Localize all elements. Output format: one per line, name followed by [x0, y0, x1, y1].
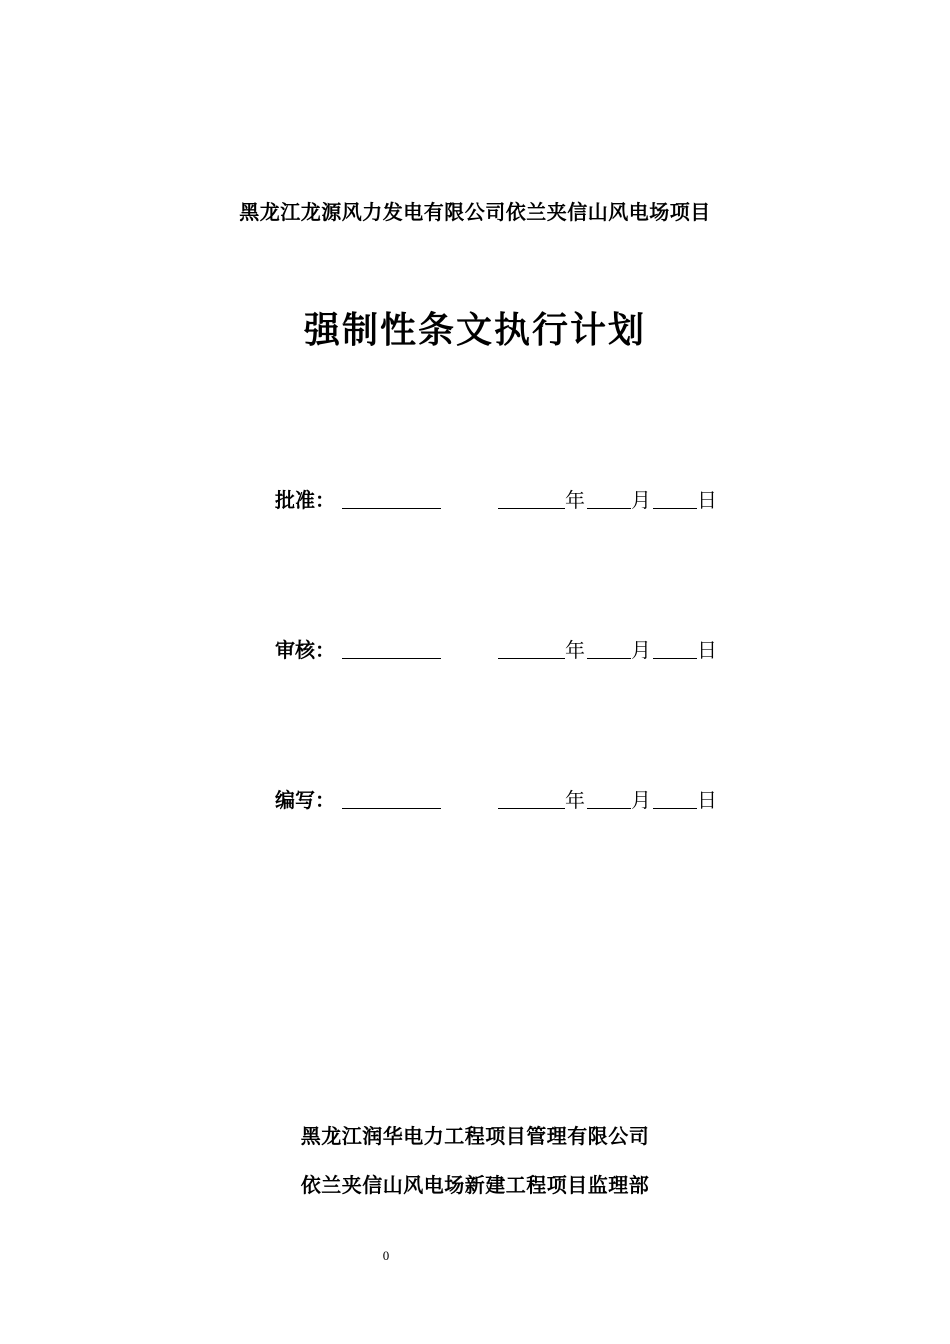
compile-day-blank: [653, 808, 697, 809]
compile-label: 编写：: [275, 788, 335, 812]
review-month-blank: [587, 658, 631, 659]
review-year-unit: 年: [565, 638, 585, 662]
compile-month-unit: 月: [631, 788, 651, 812]
compile-day-unit: 日: [697, 788, 717, 812]
page-number: 0: [382, 1248, 390, 1263]
approve-day-unit: 日: [697, 488, 717, 512]
approve-label: 批准：: [275, 488, 335, 512]
compile-month-blank: [587, 808, 631, 809]
project-header: 黑龙江龙源风力发电有限公司依兰夹信山风电场项目: [239, 200, 711, 224]
approve-month-blank: [587, 508, 631, 509]
approve-year-unit: 年: [565, 488, 585, 512]
compile-signature-row: [275, 784, 735, 814]
compile-name-blank: [342, 808, 441, 809]
review-day-unit: 日: [697, 638, 717, 662]
organization-name: 黑龙江润华电力工程项目管理有限公司: [300, 1124, 650, 1148]
approve-year-blank: [498, 508, 565, 509]
organization-department: 依兰夹信山风电场新建工程项目监理部: [300, 1173, 650, 1197]
review-month-unit: 月: [631, 638, 651, 662]
approve-month-unit: 月: [631, 488, 651, 512]
review-signature-row: [275, 634, 735, 664]
compile-year-unit: 年: [565, 788, 585, 812]
approve-day-blank: [653, 508, 697, 509]
approve-name-blank: [342, 508, 441, 509]
review-name-blank: [342, 658, 441, 659]
compile-year-blank: [498, 808, 565, 809]
review-day-blank: [653, 658, 697, 659]
review-year-blank: [498, 658, 565, 659]
review-label: 审核：: [275, 638, 335, 662]
document-title: 强制性条文执行计划: [303, 310, 646, 351]
approve-signature-row: [275, 484, 735, 514]
